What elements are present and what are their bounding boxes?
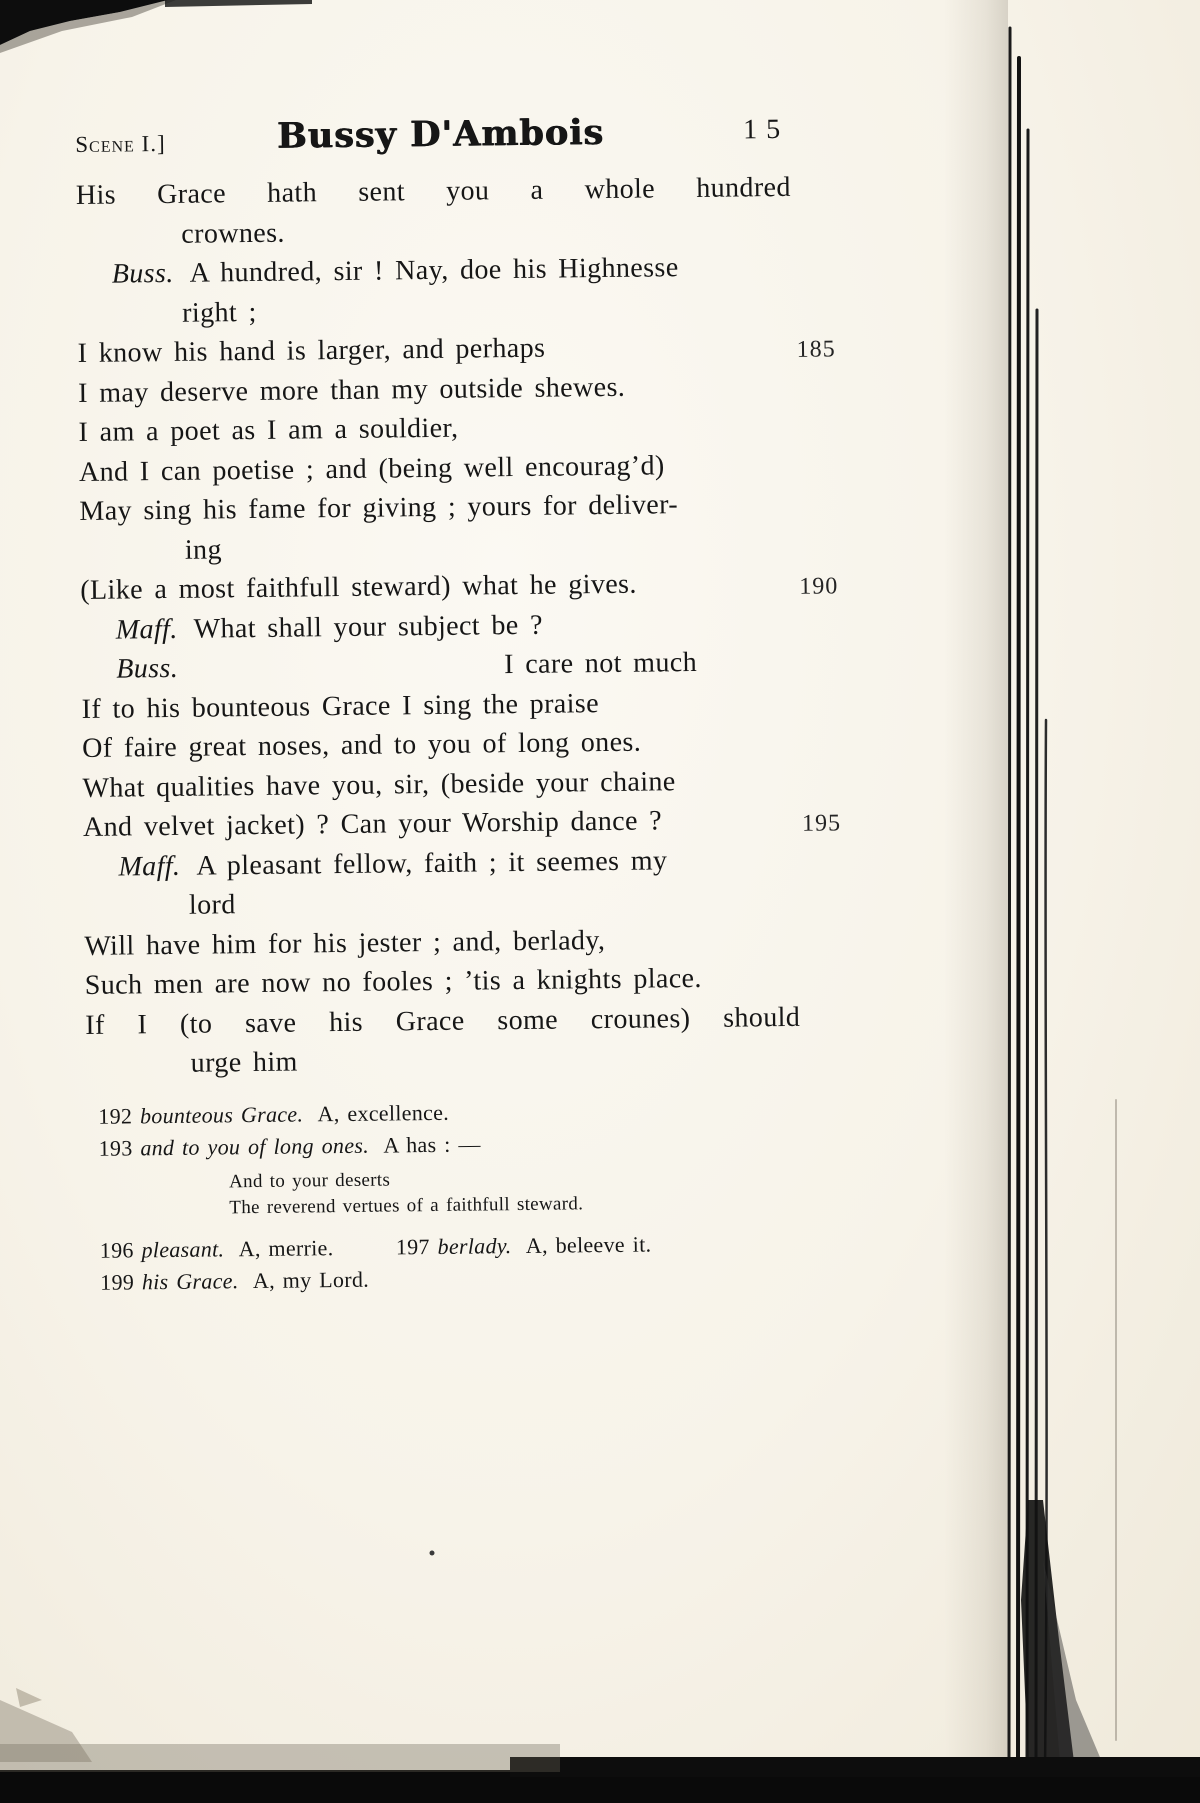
footnote-lemma: berlady. — [437, 1232, 512, 1259]
footnote-text: The reverend vertues of a faithfull steward. — [229, 1192, 584, 1218]
footnote-text: 193 — [98, 1134, 141, 1161]
verse-line — [85, 1036, 845, 1084]
page-content — [75, 111, 848, 1298]
speaker-name: Buss. — [111, 257, 174, 290]
bottom-left-smear — [0, 1700, 92, 1762]
page-number: 15 — [742, 113, 790, 146]
line-number: 190 — [799, 573, 839, 600]
line-text: Of faire great noses, and to you of long ones. — [81, 726, 642, 764]
line-text: What qualities have you, sir, (beside your chaine — [82, 765, 676, 804]
footnote-text: 196 — [99, 1236, 142, 1263]
footnote-lemma: and to you of long ones. — [140, 1132, 370, 1160]
line-text: I know his hand is larger, and perhaps — [77, 332, 546, 369]
line-text: If to his bounteous Grace I sing the praise — [81, 687, 600, 725]
line-text: A pleasant fellow, faith ; it seemes my — [196, 844, 668, 882]
line-text: ing — [184, 533, 223, 566]
speaker-name: Buss. — [116, 652, 179, 685]
line-text: Will have him for his jester ; and, berlady, — [84, 924, 606, 962]
line-text: And velvet jacket) ? Can your Worship dance ? — [82, 805, 663, 843]
footnote-text: A, merrie. — [224, 1234, 334, 1261]
footnote-text: And to your deserts — [228, 1168, 391, 1192]
book-edge-streaks — [1009, 28, 1116, 1768]
footnote-text: A has : — — [368, 1130, 481, 1158]
footnote-text: A, excellence. — [303, 1099, 450, 1126]
line-text: lord — [188, 889, 236, 921]
torn-corner-artifact — [0, 0, 168, 45]
book-title: Bussy D'Ambois — [276, 111, 605, 157]
line-text: I may deserve more than my outside shewes. — [77, 371, 626, 409]
speaker-name: Maff. — [118, 850, 181, 883]
footnote-text: 192 — [98, 1102, 141, 1129]
footnote-text: 199 — [100, 1268, 143, 1295]
footnote-text: A, my Lord. — [238, 1266, 370, 1293]
speaker-name: Maff. — [115, 613, 178, 646]
line-text: (Like a most faithfull steward) what he gives. — [80, 568, 637, 606]
line-text: crownes. — [181, 217, 285, 250]
line-text: A hundred, sir ! Nay, doe his Highnesse — [189, 252, 679, 289]
footnotes-block — [86, 1092, 848, 1299]
line-text: His Grace hath sent you a whole hundred — [75, 171, 791, 211]
line-text: What shall your subject be ? — [193, 609, 544, 645]
footnote-text: A, beleeve it. — [511, 1231, 652, 1258]
footnote-lemma: his Grace. — [141, 1267, 239, 1294]
line-number: 195 — [801, 810, 842, 837]
gutter-shadow — [944, 0, 1008, 1803]
bottom-right-blob — [1021, 1500, 1074, 1762]
line-text: If I (to save his Grace some crounes) should — [85, 1001, 801, 1041]
line-text: I am a poet as I am a souldier, — [78, 412, 459, 448]
alignment-gap — [194, 673, 504, 677]
scene-label: Scene I.] — [75, 130, 166, 157]
stray-dot — [430, 1551, 435, 1556]
line-text: urge him — [190, 1046, 298, 1079]
footnote-lemma: pleasant. — [141, 1235, 225, 1262]
footnote-text: 197 — [333, 1233, 438, 1260]
margin-mark — [16, 1688, 42, 1707]
bottom-scan-bar — [0, 1770, 1200, 1803]
line-number: 185 — [796, 336, 836, 363]
running-header — [75, 111, 835, 168]
line-text: right ; — [182, 296, 257, 329]
verse-block — [76, 167, 846, 1084]
line-text: May sing his fame for giving ; yours for deliver- — [79, 489, 679, 527]
line-text: And I can poetise ; and (being well encourag’d) — [78, 449, 665, 488]
line-text: Such men are now no fooles ; ’tis a knights place. — [84, 962, 703, 1001]
footnote-lemma: bounteous Grace. — [139, 1100, 304, 1128]
line-text: I care not much — [503, 646, 698, 681]
